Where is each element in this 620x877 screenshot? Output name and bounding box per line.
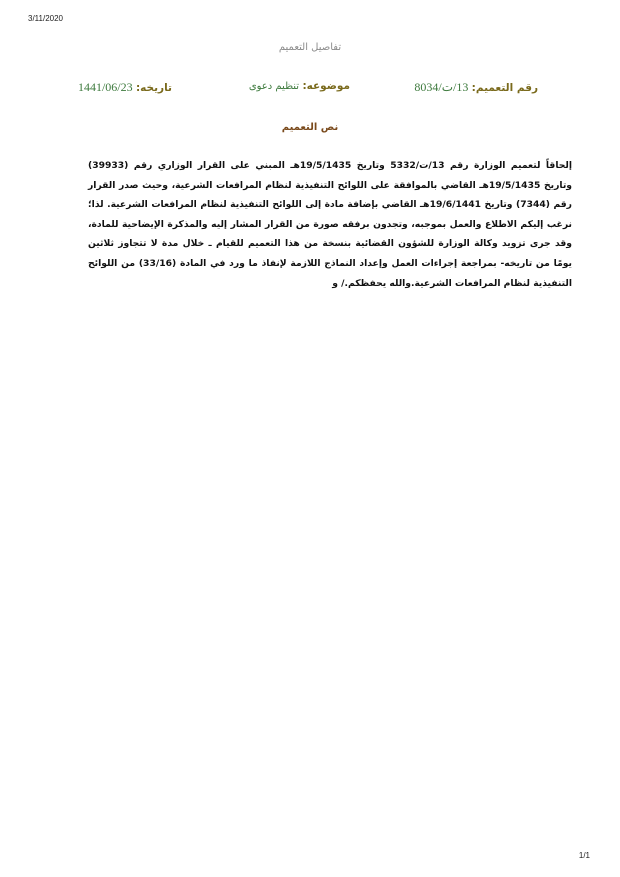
circular-body-text: إلحاقاً لتعميم الوزارة رقم 13/ت/5332 وتاريخ 19/5/1435هـ المبني على القرار الوزاري رقم (39933) وتاريخ 19/5/1435هـ القاضي بالموافقة على اللوائح التنفيذية لنظام المرافعات الشرعية، وحيث صدر القرار رقم (7344) وتاريخ 19/6/1441هـ القاضي بإضافة مادة إلى اللوائح التنفيذية لنظام المرافعات الشرعية. لذا؛ نرغب إليكم الاطلاع والعمل بموجبه، وتجدون برفقه صورة من القرار المشار إليه والمذكرة الإيضاحية للمادة، وقد جرى تزويد وكالة الوزارة للشؤون القضائية بنسخة من هذا التعميم للقيام ـ خلال مدة لا تتجاوز ثلاثين يومًا من تاريخه- بمراجعة إجراءات العمل وإعداد النماذج اللازمة لإنفاذ ما ورد في المادة (33/16) من اللوائح التنفيذية لنظام المرافعات الشرعية.والله يحفظكم./ و xyxy=(88,160,572,289)
circular-subject-value: تنظيم دعوى xyxy=(248,81,300,92)
page-title: تفاصيل التعميم xyxy=(278,42,342,53)
circular-number-value: 13/ت/8034 xyxy=(414,80,469,94)
circular-date-label: تاريخه: xyxy=(135,82,172,94)
circular-subject xyxy=(249,80,350,92)
circular-text-heading: نص التعميم xyxy=(281,122,339,133)
circular-subject-label: موضوعه: xyxy=(302,80,350,92)
circular-number xyxy=(414,80,538,95)
print-date: 3/11/2020 xyxy=(28,14,63,23)
page-number: 1/1 xyxy=(578,851,590,860)
circular-date-value: 1441/06/23 xyxy=(77,80,133,94)
circular-date xyxy=(78,80,172,95)
circular-number-label: رقم التعميم: xyxy=(471,82,538,94)
